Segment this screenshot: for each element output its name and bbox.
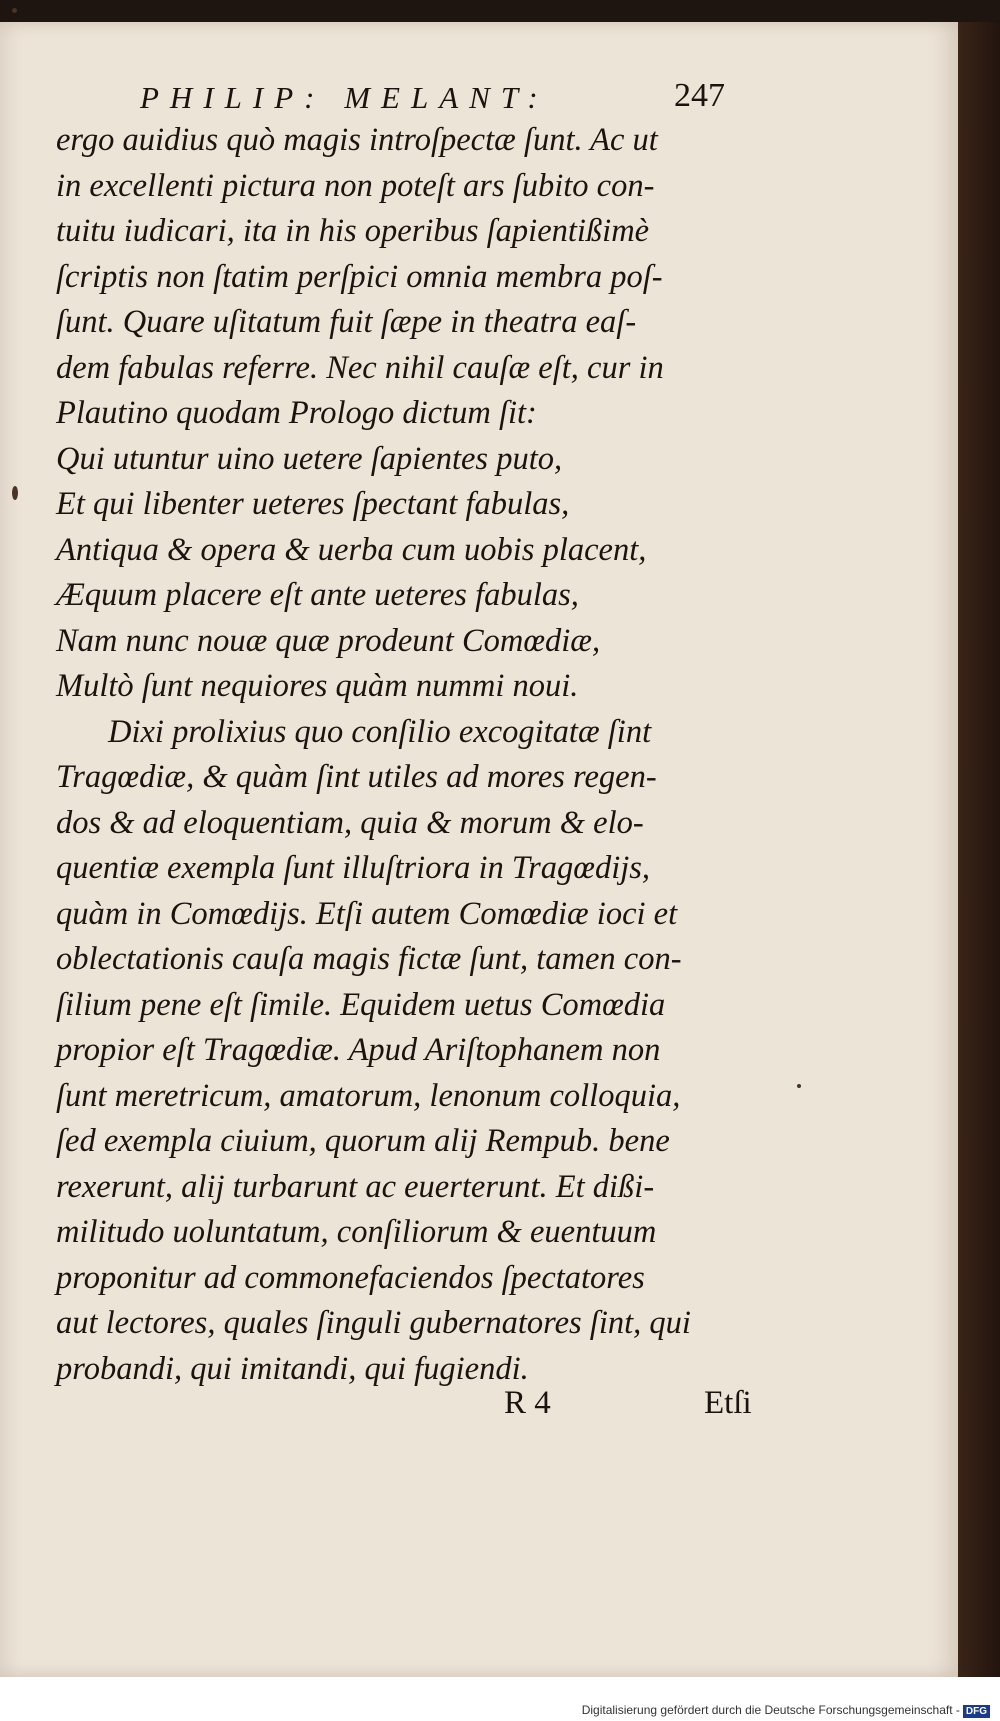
verse-line: Antiqua & opera & uerba cum uobis placent,: [56, 531, 647, 568]
verse-line: Nam nunc nouæ quæ prodeunt Comœdiæ,: [56, 622, 601, 659]
signature-mark: R 4: [504, 1385, 551, 1421]
verse-line: Qui utuntur uino uetere ſapientes puto,: [56, 440, 563, 477]
text-line: propior eſt Tragœdiæ. Apud Ariſtophanem non: [56, 1032, 661, 1068]
ink-speck: [797, 1084, 801, 1088]
verse-line: Æquum placere eſt ante ueteres fabulas,: [56, 577, 579, 613]
text-line: ſed exempla ciuium, quorum alij Rempub. bene: [56, 1123, 670, 1159]
text-line: ergo auidius quò magis introſpectæ ſunt. Ac ut: [56, 122, 658, 158]
verse-line: Et qui libenter ueteres ſpectant fabulas,: [56, 486, 570, 522]
page-number: 247: [674, 77, 725, 114]
text-line: dos & ad eloquentiam, quia & morum & elo-: [56, 804, 644, 841]
catchword: Etſi: [704, 1385, 752, 1421]
ink-speck: [12, 486, 18, 500]
ink-speck: [12, 8, 17, 13]
text-line: ſilium pene eſt ſimile. Equidem uetus Comœdia: [56, 986, 666, 1023]
scan-background-top: [0, 0, 1000, 22]
digitization-credit: [582, 1703, 990, 1718]
text-line: militudo uoluntatum, conſiliorum & euentuum: [56, 1214, 657, 1250]
text-line: ſcriptis non ſtatim perſpici omnia membra poſ-: [56, 258, 663, 295]
text-line: Tragœdiæ, & quàm ſint utiles ad mores regen-: [56, 759, 657, 795]
text-line: ſunt. Quare uſitatum fuit ſæpe in theatra eaſ-: [56, 304, 637, 340]
text-line: quàm in Comœdijs. Etſi autem Comœdiæ ioci et: [56, 895, 678, 932]
verse-line: Multò ſunt nequiores quàm nummi noui.: [56, 668, 579, 704]
text-line: tuitu iudicari, ita in his operibus ſapientißimè: [56, 213, 650, 249]
text-line: dem fabulas referre. Nec nihil cauſæ eſt, cur in: [56, 349, 664, 386]
body-text: [56, 118, 776, 1392]
page-edge-shadow: [958, 22, 1000, 1677]
text-line: oblectationis cauſa magis fictæ ſunt, tamen con-: [56, 941, 682, 977]
text-line: in excellenti pictura non poteſt ars ſubito con-: [56, 167, 655, 204]
text-line: probandi, qui imitandi, qui fugiendi.: [56, 1350, 529, 1387]
text-line: aut lectores, quales ſinguli gubernatores ſint, qui: [56, 1305, 691, 1341]
dfg-logo: DFG: [963, 1705, 990, 1718]
text-line: proponitur ad commonefaciendos ſpectatores: [56, 1259, 645, 1296]
text-line: ſunt meretricum, amatorum, lenonum colloquia,: [56, 1077, 681, 1114]
text-line: rexerunt, alij turbarunt ac euerterunt. Et dißi-: [56, 1168, 655, 1205]
credit-text: Digitalisierung gefördert durch die Deutsche Forschungsgemeinschaft -: [581, 1703, 960, 1717]
paragraph-start-line: Dixi prolixius quo conſilio excogitatæ ſint: [108, 713, 652, 750]
running-head: PHILIP: MELANT:: [140, 80, 549, 115]
text-line: Plautino quodam Prologo dictum ſit:: [56, 395, 537, 431]
text-line: quentiæ exempla ſunt illuſtriora in Tragœdijs,: [56, 850, 651, 886]
